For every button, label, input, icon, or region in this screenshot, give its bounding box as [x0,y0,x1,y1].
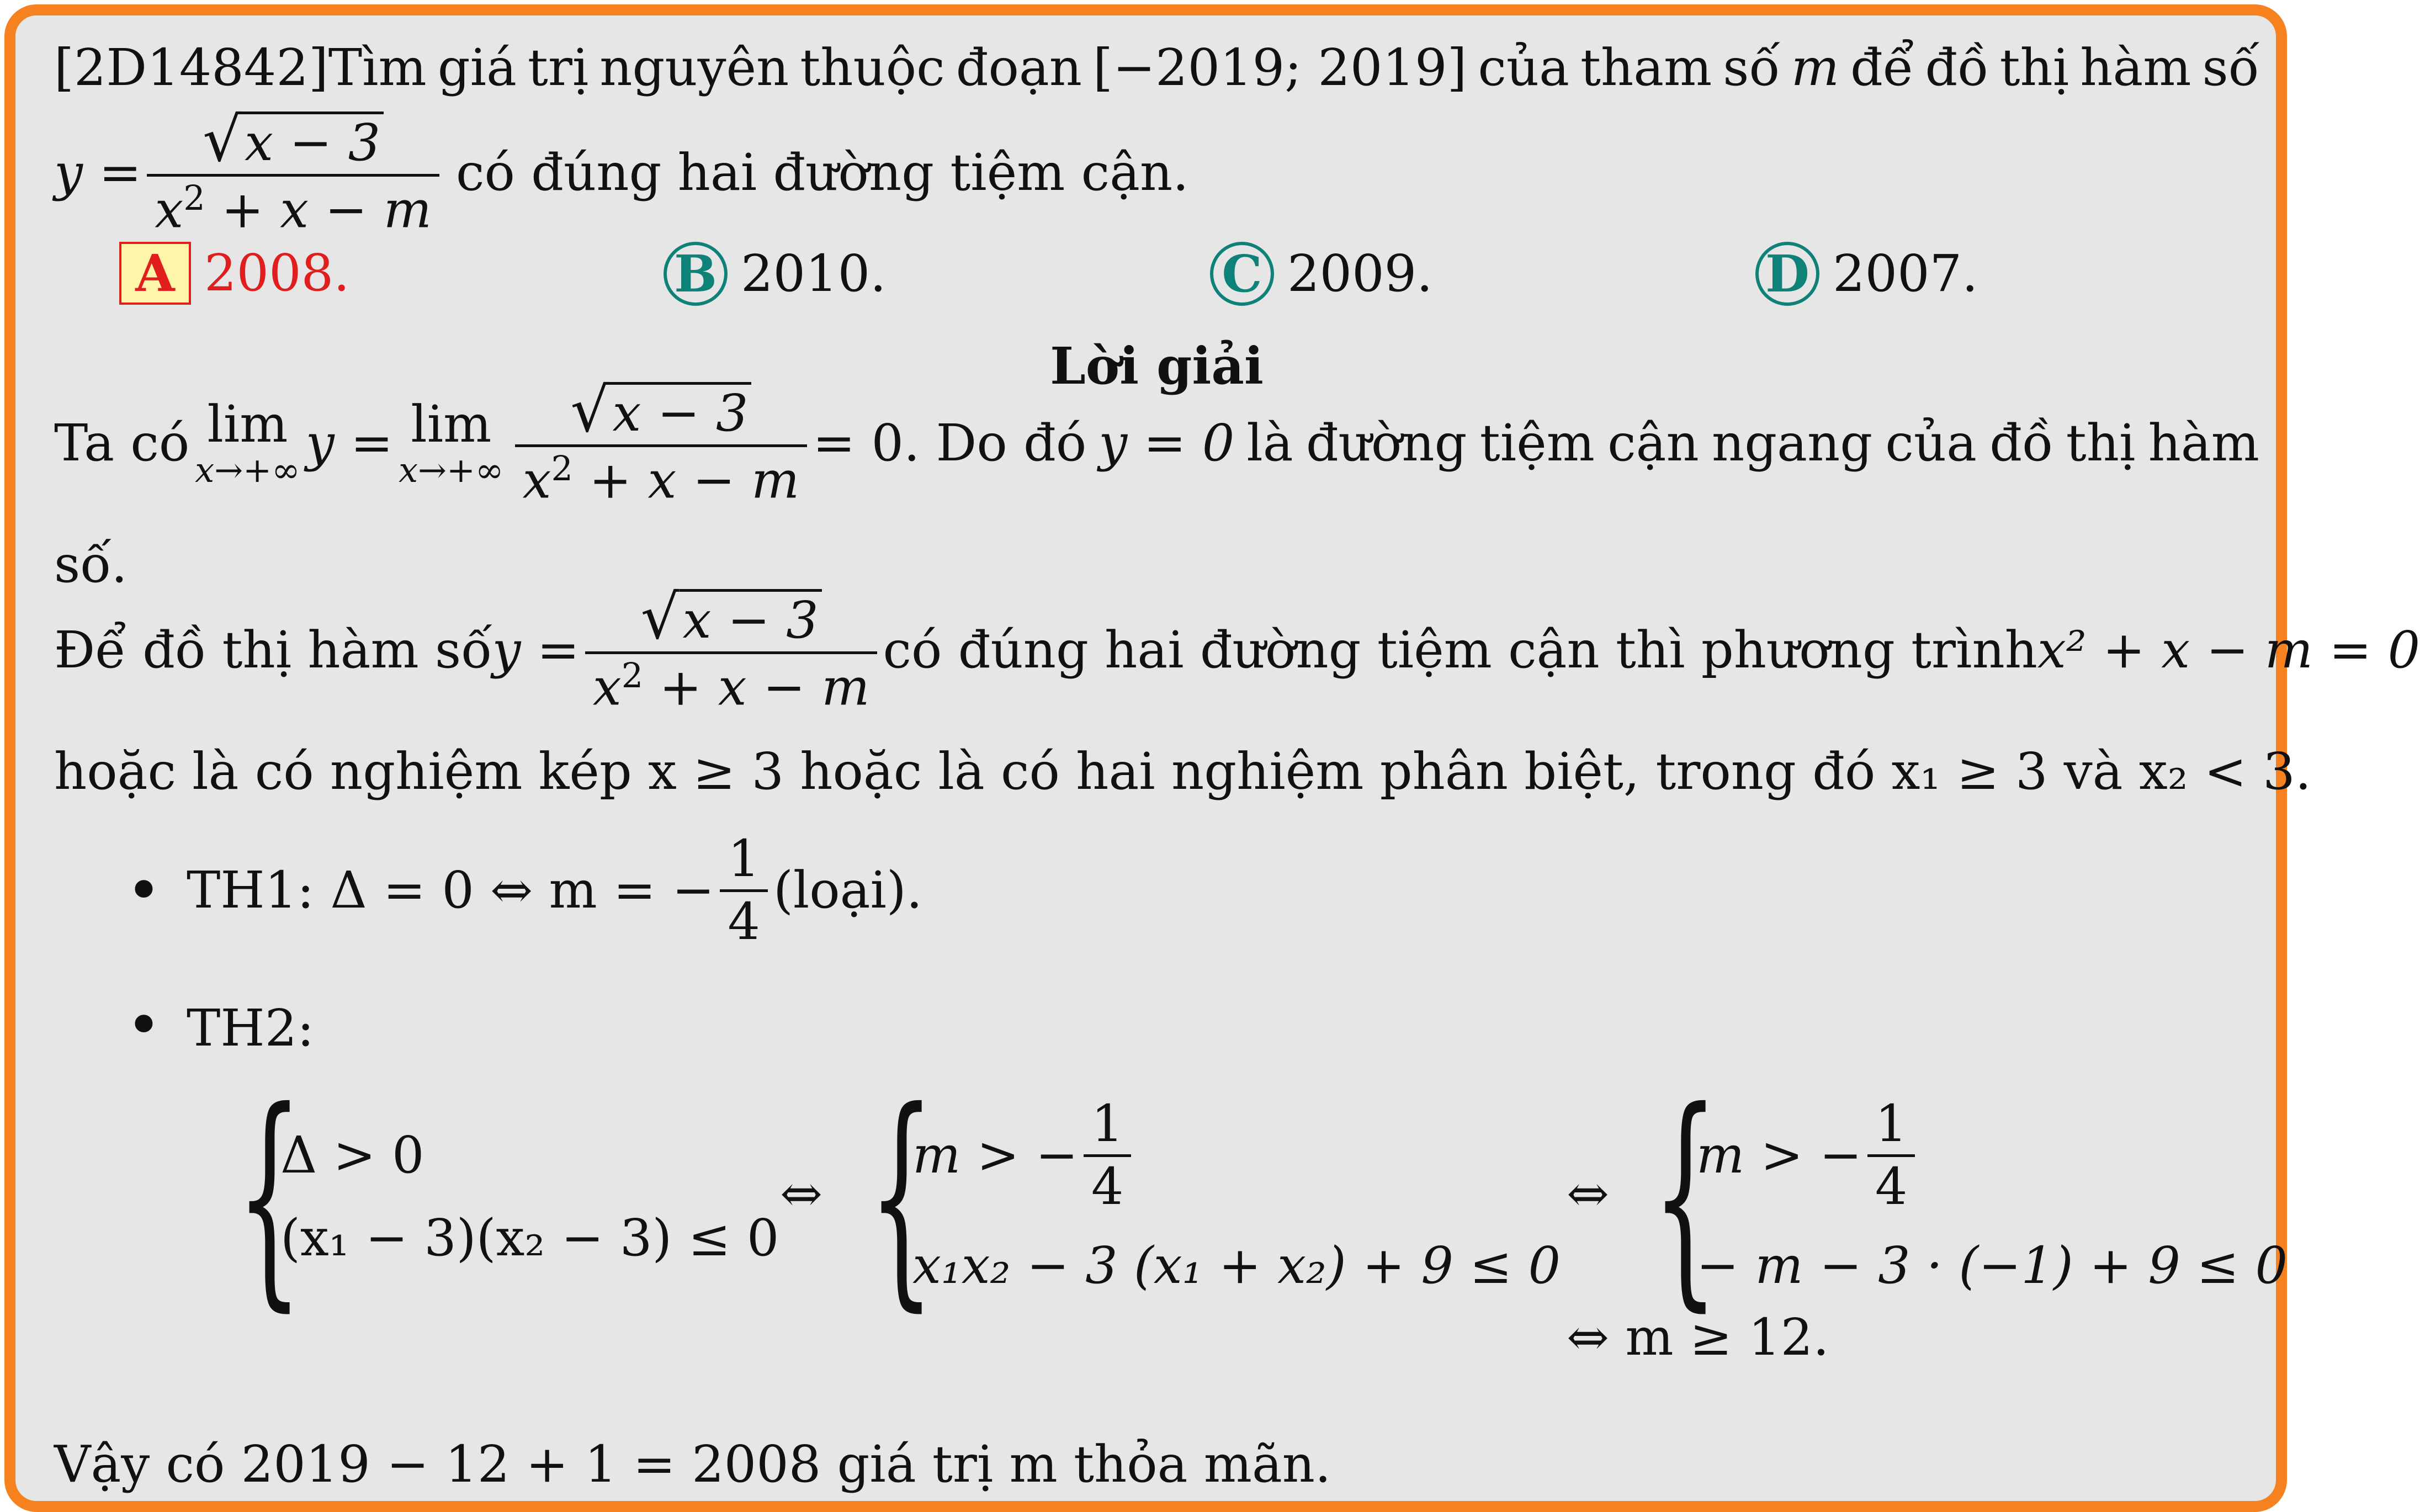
question-word: thuộc [800,38,945,97]
limit-2 [399,395,504,491]
iff-2: ⇔ [1567,1164,1610,1223]
y-equals: y = [54,143,142,203]
p1-word: của [1885,413,1977,473]
lim-sub: x→+∞ [399,450,504,491]
th1-tail: (loại). [773,860,923,920]
choice-a-value: 2008. [204,243,350,303]
sys2-line1 [912,1094,1561,1216]
solution-heading: Lời giải [1050,336,1264,396]
brace-icon: { [236,1062,303,1331]
question-word: để [1850,38,1914,97]
sys2-line1-text: m > − [912,1125,1078,1185]
choice-a-badge: A [119,242,191,305]
p1-y0: y = 0 [1098,413,1235,473]
brace-icon: { [1652,1062,1719,1331]
question-word: của [1478,38,1569,97]
lim-text: lim [411,395,492,454]
denominator-x: x [522,450,551,510]
choice-b-badge: B [664,242,728,306]
conclusion: Vậy có 2019 − 12 + 1 = 2008 giá trị m thỏa mãn. [54,1435,1331,1494]
frac-num: 1 [728,829,760,888]
p2-start: Để đồ thị hàm số [54,620,492,680]
problem-card [4,4,2420,1512]
sys3-line1-text: m > − [1696,1125,1862,1185]
question-tail: có đúng hai đường tiệm cận. [455,143,1189,203]
denominator-rest: + x − m [205,180,432,240]
case-2 [131,998,314,1059]
solution-line-1 [54,375,2259,510]
p1-start: Ta có [54,413,190,473]
system-2 [868,1062,1561,1331]
choice-b-value: 2010. [741,243,887,303]
sys1-line2: (x₁ − 3)(x₂ − 3) ≤ 0 [280,1208,779,1267]
choice-d-badge: D [1755,242,1819,306]
sqrt-expression: x − 3 [680,589,822,648]
sys3-line1 [1696,1094,2288,1216]
solution-line-1b: số. [54,535,128,594]
p1-eq0: = 0. Do đó [813,413,1087,473]
th1-fraction [720,829,768,951]
answer-choices [54,242,2259,319]
case-1 [131,829,923,951]
question-line-1 [54,38,2259,98]
frac-num: 1 [1091,1094,1124,1153]
lim-text: lim [207,395,288,454]
sys2-line2: x₁x₂ − 3 (x₁ + x₂) + 9 ≤ 0 [912,1235,1561,1295]
system-3 [1652,1062,2288,1331]
frac-den: 4 [720,889,768,949]
frac-den: 4 [1867,1154,1915,1214]
limit-1 [195,395,300,491]
question-word: [−2019; 2019] [1093,38,1467,97]
th1-text: • TH1: Δ = 0 ⇔ m = − [187,860,715,920]
sqrt-expression: x − 3 [241,112,384,170]
lim-sub: x→+∞ [195,450,300,491]
sqrt-expression: x − 3 [609,382,751,441]
question-word: số [1723,38,1780,97]
choice-b[interactable] [664,242,886,306]
p2-mid: có đúng hai đường tiệm cận thì phương trình [883,620,2037,680]
p1-word: hàm [2148,413,2259,473]
p2-y-eq: y = [492,620,580,680]
question-line-2 [54,104,1189,240]
question-word: [2D14842]Tìm [54,38,427,97]
p1-word: ngang [1712,413,1873,473]
choice-a[interactable] [119,242,349,305]
solution-line-2b: hoặc là có nghiệm kép x ≥ 3 hoặc là có hai nghiệm phân biệt, trong đó x₁ ≥ 3 và x₂ < 3. [54,742,2311,801]
question-word: trị [527,38,589,97]
question-word: đồ [1925,38,1989,97]
limit-fraction: √ x − 3 $x^2 + x - m$ [515,380,808,507]
choice-c-value: 2009. [1287,243,1433,303]
question-word: đoạn [956,38,1082,97]
result: ⇔ m ≥ 12. [1567,1308,1829,1367]
denominator-rest: + x − m [643,657,870,717]
question-word: thị [1999,38,2069,97]
p1-y-eq: y = [305,413,394,473]
choice-c-badge: C [1210,242,1274,306]
question-word: tham [1580,38,1712,97]
solution-line-2 [54,582,2420,717]
frac-num: 1 [1875,1094,1908,1153]
p1-word: cận [1607,413,1699,473]
denominator-x: x [155,180,184,240]
p2-fraction: √ x − 3 $x^2 + x - m$ [585,587,878,714]
th2-text: TH2: [187,999,315,1058]
p1-word: tiệm [1479,413,1595,473]
p1-word: đường [1305,413,1467,473]
function-fraction: √ x − 3 $x^2 + x - m$ [147,109,439,237]
question-word: giá [437,38,517,97]
p1-word: là [1246,413,1293,473]
iff-1: ⇔ [780,1164,823,1223]
denominator-x: x [592,657,622,717]
question-word: nguyên [599,38,789,97]
question-word: m [1791,38,1839,97]
denominator-rest: + x − m [572,450,800,510]
sys3-line2: − m − 3 · (−1) + 9 ≤ 0 [1696,1235,2288,1295]
choice-c[interactable] [1210,242,1432,306]
p1-end [1246,413,2259,474]
p2-equation: x² + x − m = 0 [2037,620,2420,680]
question-word: hàm [2080,38,2191,97]
p1-word: đồ [1989,413,2053,473]
brace-icon: { [868,1062,935,1331]
choice-d-value: 2007. [1833,243,1978,303]
p1-word: thị [2066,413,2136,473]
frac-den: 4 [1084,1154,1132,1214]
question-word: số [2202,38,2259,97]
choice-d[interactable] [1755,242,1978,306]
system-1 [236,1062,779,1331]
sys1-line1: Δ > 0 [280,1126,424,1185]
